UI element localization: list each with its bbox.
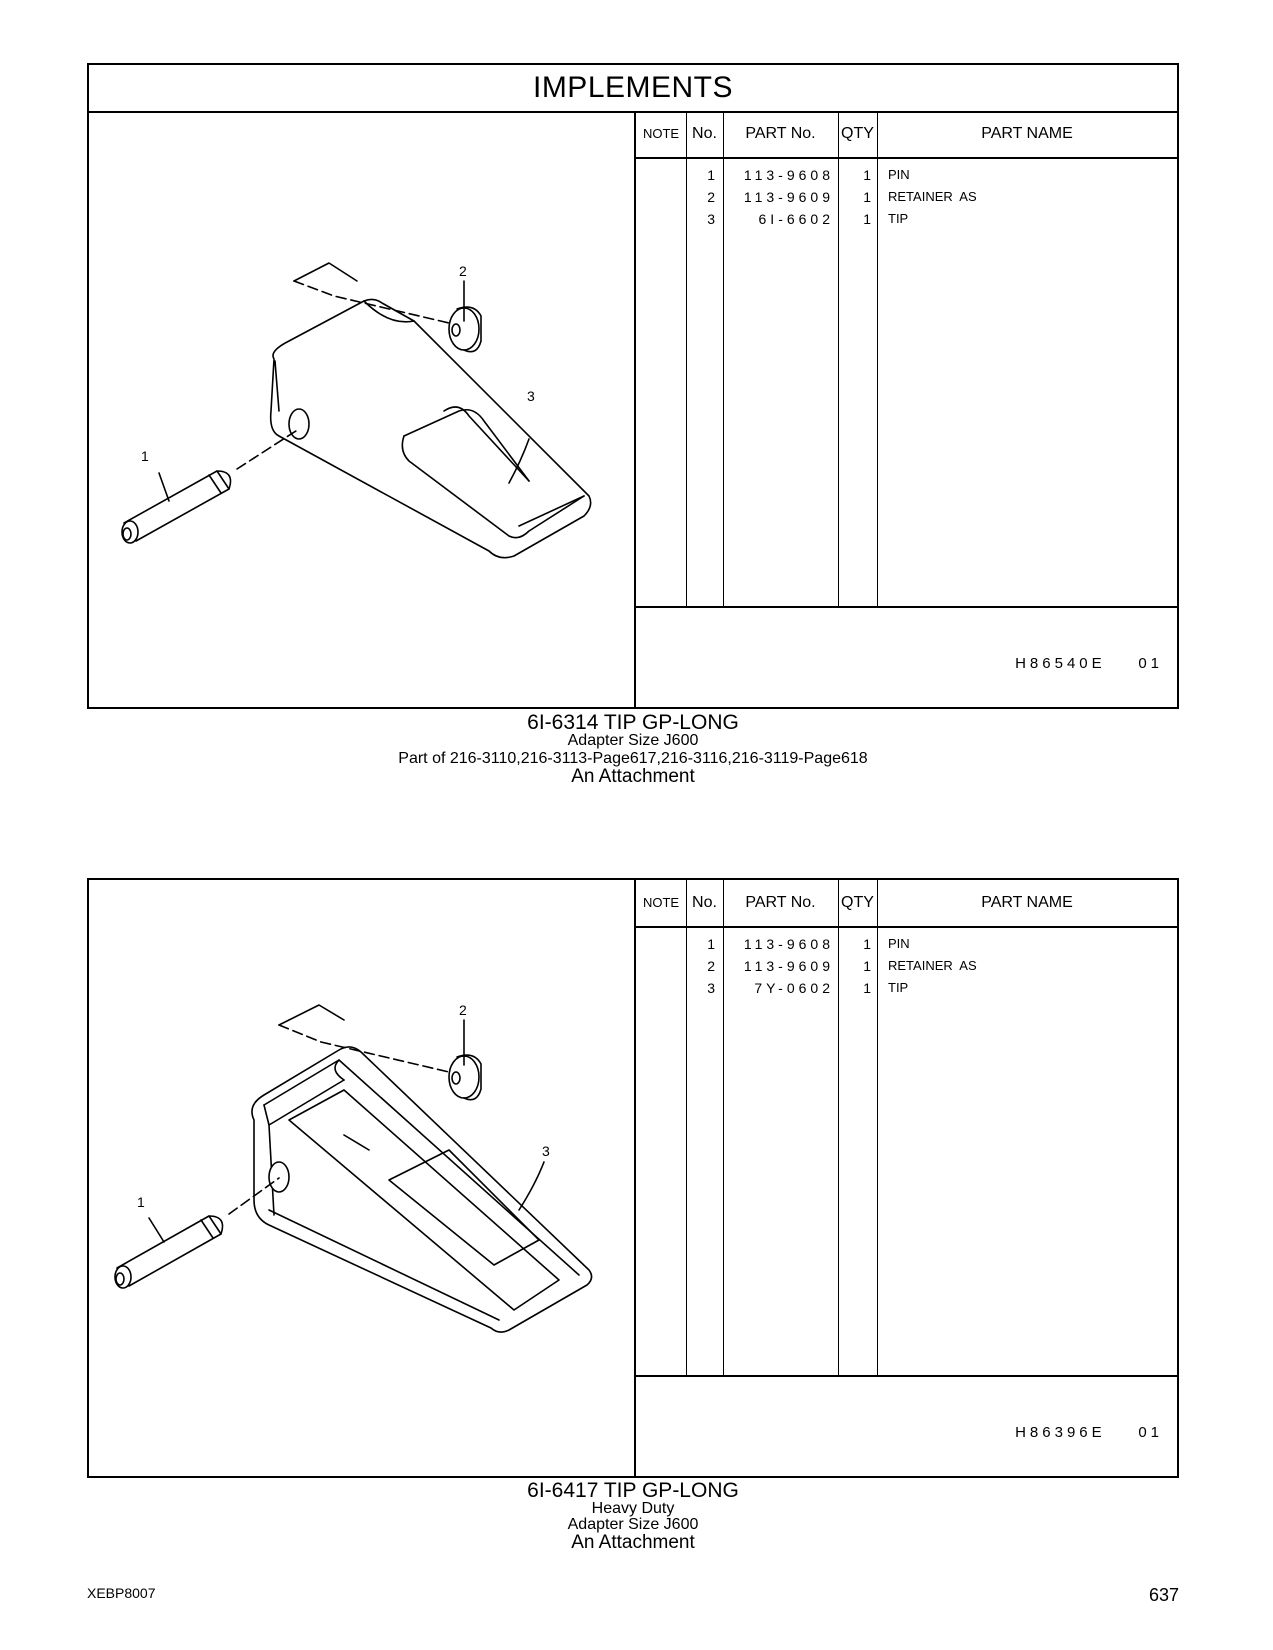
callout-3: 3 xyxy=(542,1143,550,1159)
page-title: IMPLEMENTS xyxy=(89,65,1177,113)
row-part-no: 7Y-0602 xyxy=(754,980,834,996)
row-qty: 1 xyxy=(863,189,871,205)
tip-part-drawing xyxy=(252,1047,592,1332)
tip-illustration-2 xyxy=(89,880,634,1476)
parts-table-1 xyxy=(634,111,1177,707)
caption-line: Heavy Duty xyxy=(591,1500,675,1517)
table-footer-divider xyxy=(636,606,1177,608)
row-no: 1 xyxy=(707,936,715,952)
caption-line: Adapter Size J600 xyxy=(567,732,699,749)
illustration-code: H86396E 01 xyxy=(1015,1424,1163,1441)
pin-part-drawing xyxy=(122,471,231,543)
pin-part-drawing xyxy=(115,1216,223,1288)
callout-2: 2 xyxy=(459,263,467,279)
row-part-name: TIP xyxy=(888,211,909,226)
callout-1: 1 xyxy=(141,448,149,464)
document-id: XEBP8007 xyxy=(87,1585,156,1601)
parts-section-2 xyxy=(87,878,1179,1478)
row-part-no: 113-9609 xyxy=(743,958,834,974)
illustration-code: H86540E 01 xyxy=(1015,655,1163,672)
header-part-no: PART No. xyxy=(745,894,816,911)
row-part-no: 6I-6602 xyxy=(758,211,834,227)
tip-illustration-1 xyxy=(89,111,634,707)
header-no: No. xyxy=(692,894,717,911)
parts-table-2 xyxy=(634,880,1177,1476)
table-row xyxy=(636,186,1177,208)
caption-line: An Attachment xyxy=(571,766,695,787)
header-part-name: PART NAME xyxy=(981,125,1073,142)
table-row xyxy=(636,955,1177,977)
row-qty: 1 xyxy=(863,167,871,183)
row-part-name: RETAINER AS xyxy=(888,958,977,973)
row-part-name: PIN xyxy=(888,936,910,951)
retainer-part-drawing xyxy=(449,1055,481,1100)
row-no: 2 xyxy=(707,189,715,205)
caption-title: 6I-6314 TIP GP-LONG xyxy=(527,711,739,734)
table-row xyxy=(636,164,1177,186)
header-part-no: PART No. xyxy=(745,125,816,142)
row-part-name: PIN xyxy=(888,167,910,182)
caption-line: Part of 216-3110,216-3113-Page617,216-3116,216-3119-Page618 xyxy=(398,750,868,767)
row-qty: 1 xyxy=(863,211,871,227)
table-row xyxy=(636,977,1177,999)
header-qty: QTY xyxy=(841,125,874,142)
callout-1: 1 xyxy=(137,1194,145,1210)
caption-line: An Attachment xyxy=(571,1532,695,1553)
page-number: 637 xyxy=(1148,1585,1179,1605)
row-part-no: 113-9609 xyxy=(743,189,834,205)
row-qty: 1 xyxy=(863,980,871,996)
header-note: NOTE xyxy=(642,895,680,910)
section-caption-2 xyxy=(87,1480,1179,1552)
row-part-name: TIP xyxy=(888,980,909,995)
parts-section-1 xyxy=(87,63,1179,709)
callout-3: 3 xyxy=(527,388,535,404)
caption-title: 6I-6417 TIP GP-LONG xyxy=(527,1479,739,1502)
row-part-no: 113-9608 xyxy=(743,936,834,952)
section-caption-1 xyxy=(87,712,1179,786)
row-qty: 1 xyxy=(863,958,871,974)
row-no: 2 xyxy=(707,958,715,974)
retainer-part-drawing xyxy=(449,307,481,352)
table-footer-divider xyxy=(636,1375,1177,1377)
table-header xyxy=(636,880,1177,928)
row-part-no: 113-9608 xyxy=(743,167,834,183)
row-part-name: RETAINER AS xyxy=(888,189,977,204)
tip-part-drawing xyxy=(271,299,591,557)
table-row xyxy=(636,933,1177,955)
table-header xyxy=(636,111,1177,159)
header-part-name: PART NAME xyxy=(981,894,1073,911)
row-no: 3 xyxy=(707,980,715,996)
header-no: No. xyxy=(692,125,717,142)
row-no: 1 xyxy=(707,167,715,183)
header-qty: QTY xyxy=(841,894,874,911)
table-row xyxy=(636,208,1177,230)
callout-2: 2 xyxy=(459,1002,467,1018)
row-qty: 1 xyxy=(863,936,871,952)
caption-line: Adapter Size J600 xyxy=(567,1516,699,1533)
header-note: NOTE xyxy=(642,126,680,141)
row-no: 3 xyxy=(707,211,715,227)
